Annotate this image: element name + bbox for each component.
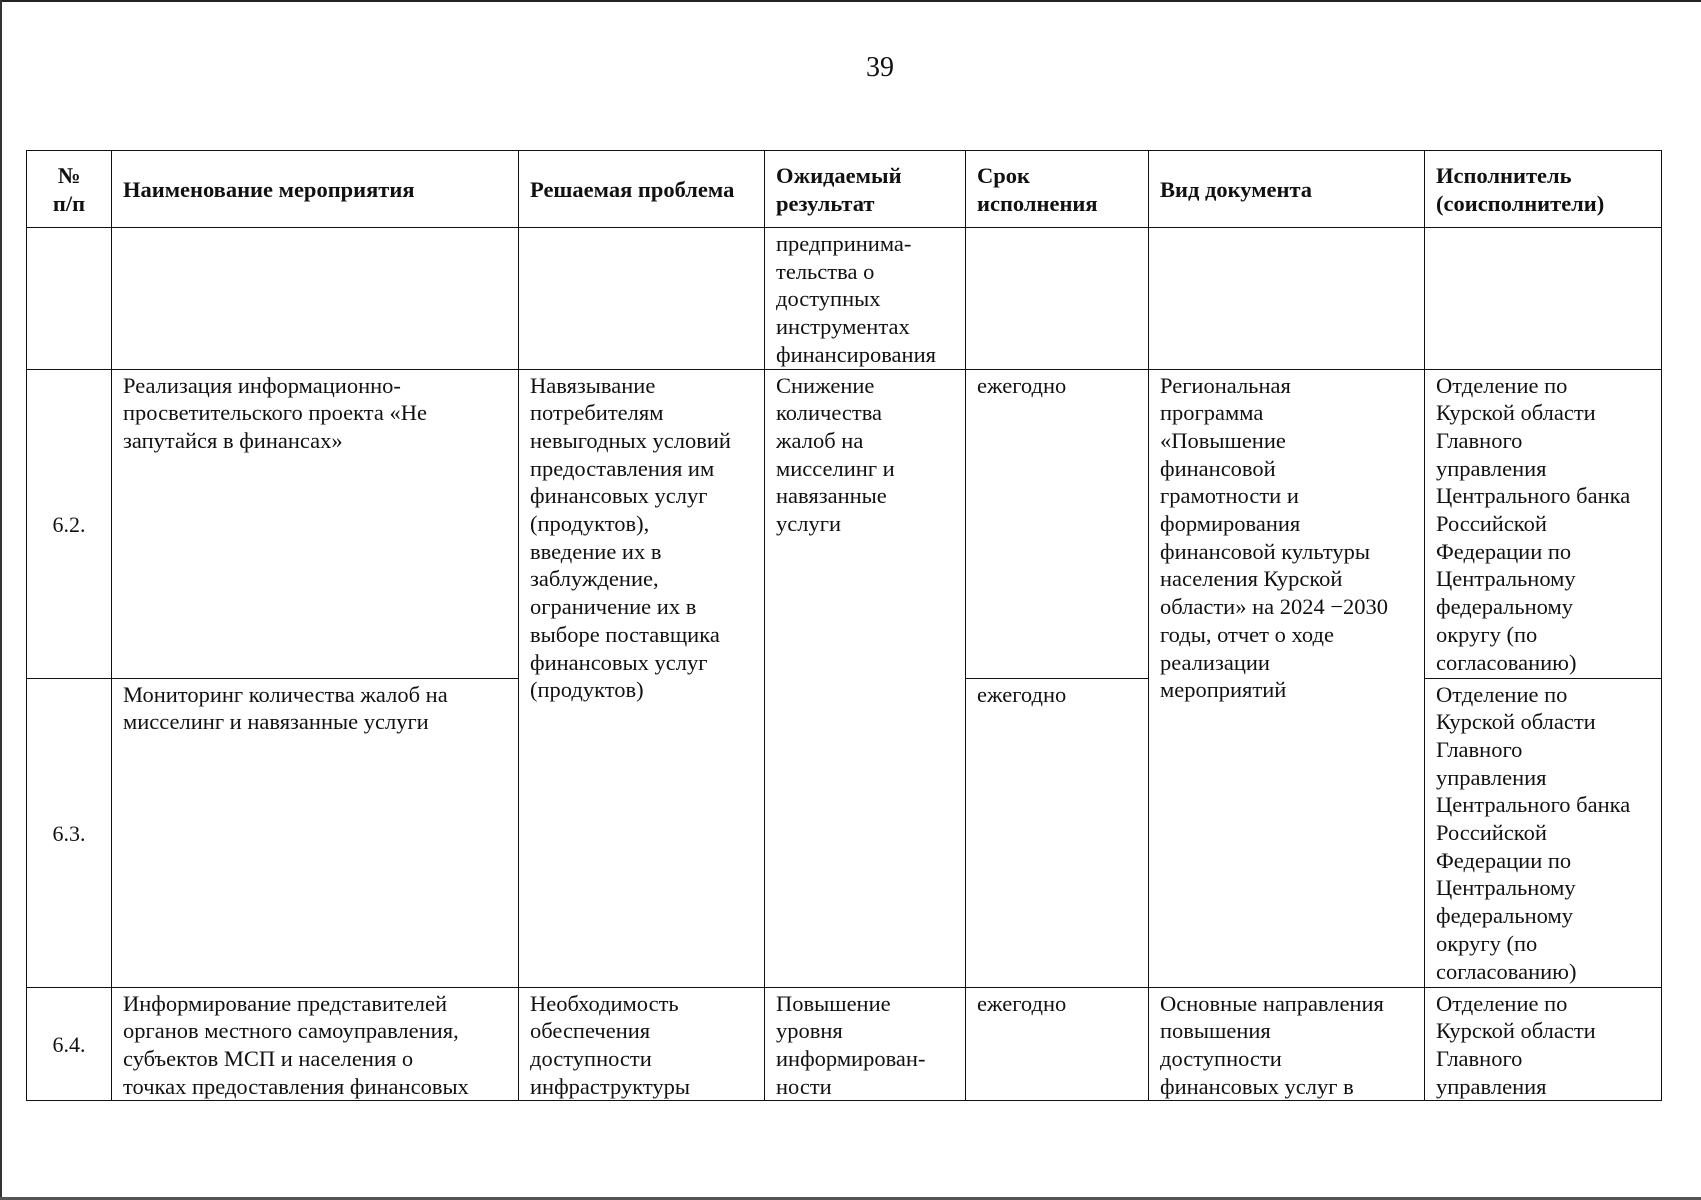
cell-doc-type: Основные направления повышения доступности финансовых услуг в <box>1149 987 1425 1101</box>
cell-empty <box>112 228 519 370</box>
header-name: Наименование мероприятия <box>112 151 519 228</box>
scan-border-top <box>0 0 1701 2</box>
cell-executor: Отделение по Курской области Главного управления Центрального банка Российской Федерации по Центральному федеральному округу (по согласованию) <box>1425 369 1662 678</box>
cell-empty <box>1149 228 1425 370</box>
header-problem: Решаемая проблема <box>519 151 765 228</box>
cell-result-continuation: предпринима- тельства о доступных инструментах финансирования <box>765 228 966 370</box>
action-plan-table <box>26 150 1662 1101</box>
cell-problem: Необходимость обеспечения доступности инфраструктуры <box>519 987 765 1101</box>
cell-empty <box>1425 228 1662 370</box>
scan-border-left <box>0 0 2 1200</box>
cell-empty <box>27 228 112 370</box>
cell-empty <box>966 228 1149 370</box>
cell-name: Информирование представителей органов местного самоуправления, субъектов МСП и населения о точках предоставления финансовых <box>112 987 519 1101</box>
cell-executor: Отделение по Курской области Главного управления Центрального банка Российской Федерации по Центральному федеральному округу (по согласованию) <box>1425 678 1662 987</box>
header-doc-type: Вид документа <box>1149 151 1425 228</box>
cell-deadline: ежегодно <box>966 369 1149 678</box>
cell-executor: Отделение по Курской области Главного управления <box>1425 987 1662 1101</box>
cell-doc-type-merged: Региональная программа «Повышение финансовой грамотности и формирования финансовой культуры населения Курской области» на 2024 −2030 годы, отчет о ходе реализации мероприятий <box>1149 369 1425 987</box>
table-row-continuation <box>27 228 1662 370</box>
cell-num: 6.4. <box>27 987 112 1101</box>
table-header-row <box>27 151 1662 228</box>
cell-name: Реализация информационно- просветительского проекта «Не запутайся в финансах» <box>112 369 519 678</box>
cell-deadline: ежегодно <box>966 678 1149 987</box>
header-executor: Исполнитель (соисполнители) <box>1425 151 1662 228</box>
cell-problem-merged: Навязывание потребителям невыгодных условий предоставления им финансовых услуг (продуктов), введение их в заблуждение, ограничение их в выборе поставщика финансовых услуг (продуктов) <box>519 369 765 987</box>
cell-name: Мониторинг количества жалоб на мисселинг и навязанные услуги <box>112 678 519 987</box>
table-row-6-4 <box>27 987 1662 1101</box>
cell-num: 6.2. <box>27 369 112 678</box>
cell-result: Повышение уровня информирован- ности <box>765 987 966 1101</box>
header-result: Ожидаемый результат <box>765 151 966 228</box>
cell-deadline: ежегодно <box>966 987 1149 1101</box>
cell-empty <box>519 228 765 370</box>
table-row-6-2 <box>27 369 1662 678</box>
page-number: 39 <box>866 52 894 83</box>
cell-result-merged: Снижение количества жалоб на мисселинг и навязанные услуги <box>765 369 966 987</box>
header-num: № п/п <box>27 151 112 228</box>
cell-num: 6.3. <box>27 678 112 987</box>
header-deadline: Срок исполнения <box>966 151 1149 228</box>
